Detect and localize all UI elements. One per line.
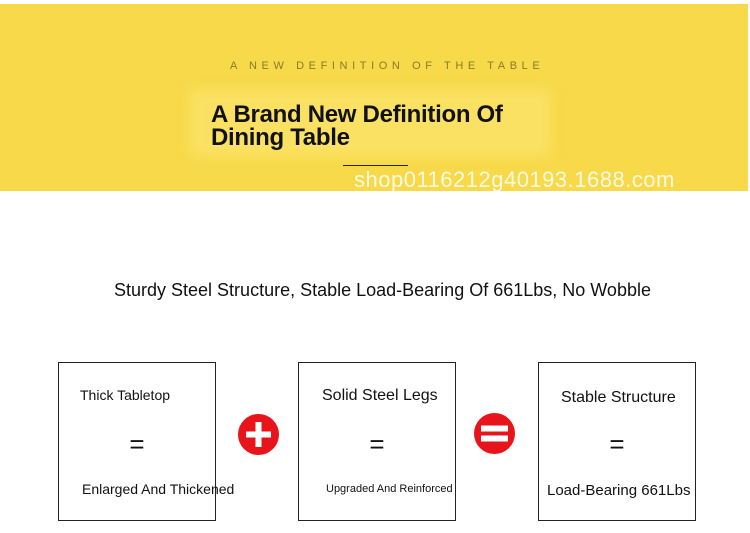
card-equals-sign: = bbox=[369, 429, 385, 459]
card-note: Load-Bearing 661Lbs bbox=[547, 482, 691, 499]
headline-line-1: A Brand New Definition Of bbox=[211, 101, 503, 128]
headline-line-2: Dining Table bbox=[211, 124, 350, 151]
card-note: Enlarged And Thickened bbox=[82, 481, 235, 497]
banner-eyebrow: A NEW DEFINITION OF THE TABLE bbox=[230, 60, 545, 72]
banner-headline bbox=[211, 103, 503, 149]
card-title: Solid Steel Legs bbox=[322, 387, 438, 404]
equals-circle-icon bbox=[474, 413, 515, 454]
feature-subtitle: Sturdy Steel Structure, Stable Load-Bearing Of 661Lbs, No Wobble bbox=[114, 280, 651, 300]
card-title: Thick Tabletop bbox=[80, 387, 171, 403]
card-title: Stable Structure bbox=[561, 389, 676, 406]
hero-banner bbox=[0, 4, 748, 191]
card-equals-sign: = bbox=[129, 429, 145, 459]
headline-divider bbox=[343, 165, 408, 166]
card-equals-sign: = bbox=[609, 429, 625, 459]
plus-circle-icon bbox=[238, 414, 279, 455]
feature-card-steel-legs bbox=[298, 362, 456, 521]
feature-card-stable-structure bbox=[538, 362, 696, 521]
feature-card-tabletop bbox=[58, 362, 235, 521]
shop-watermark: shop0116212g40193.1688.com bbox=[354, 167, 675, 192]
card-note: Upgraded And Reinforced bbox=[326, 483, 453, 495]
